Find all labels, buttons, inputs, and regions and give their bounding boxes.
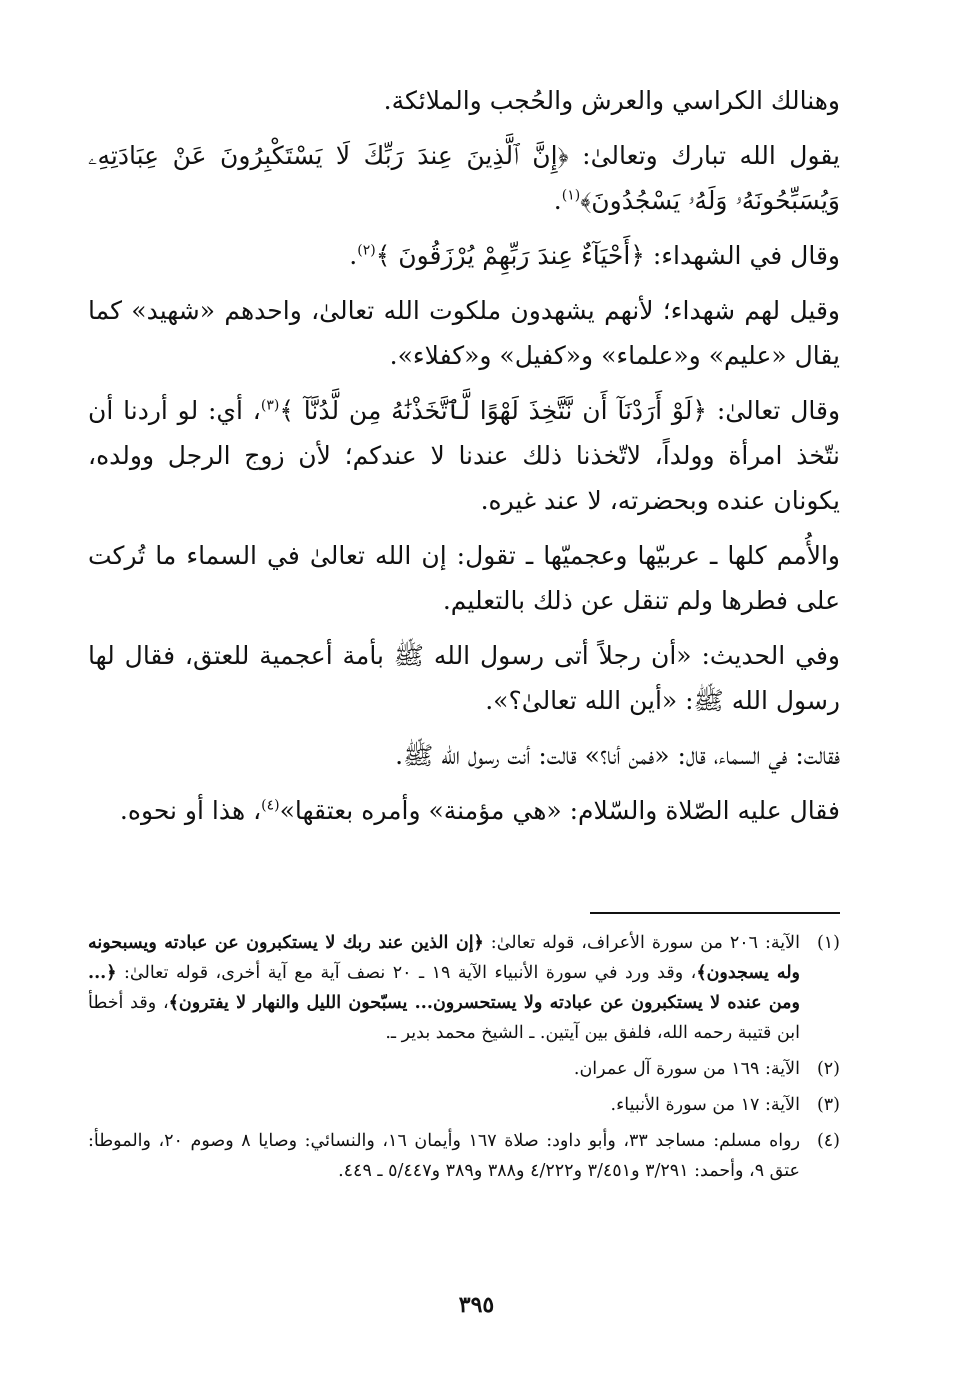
footnote-3 <box>88 1090 840 1120</box>
footnote-text-part: ، وقد أخطأ ابن قتيبة رحمه الله، فلفق بين آيتين. ـ الشيخ محمد بدير ـ. <box>88 993 800 1043</box>
footnotes <box>88 928 840 1192</box>
paragraph-text: وفي الحديث: «أن رجلاً أتى رسول الله ﷺ بأمة أعجمية للعتق، فقال لها رسول الله ﷺ: «أين الله تعالىٰ؟». <box>88 641 840 715</box>
paragraph-text: والأُمم كلها ـ عربيّها وعجميّها ـ تقول: إن الله تعالىٰ في السماء ما تُركت على فطرها ولم تنقل عن ذلك بالتعليم. <box>88 541 840 615</box>
footnote-ref: (١) <box>561 187 581 204</box>
page-number: ٣٩٥ <box>458 1292 495 1318</box>
paragraph-text: ، أي: لو أردنا أن نتّخذ امرأة وولداً، لاتّخذنا ذلك عندنا لا عندكم؛ لأن زوج الرجل وولده، يكونان عنده وبحضرته، لا عند غيره. <box>88 396 840 515</box>
paragraph-3 <box>88 233 840 278</box>
paragraph-text: يقول الله تبارك وتعالىٰ: <box>568 141 840 170</box>
footnote-ref: (٣) <box>260 397 280 414</box>
footnote-4 <box>88 1126 840 1186</box>
paragraph-5 <box>88 388 840 523</box>
paragraph-4 <box>88 288 840 378</box>
footnote-ref: (٤) <box>261 797 280 814</box>
footnote-ref: (٢) <box>357 242 376 259</box>
footnote-number: (٢) <box>816 1059 840 1079</box>
paragraph-text: وقال في الشهداء: <box>644 241 840 270</box>
paragraph-text: وهنالك الكراسي والعرش والحُجب والملائكة. <box>383 86 840 115</box>
paragraph-7 <box>88 633 840 723</box>
footnote-number: (١) <box>816 933 840 953</box>
footnote-text: الآية: ١٦٩ من سورة آل عمران. <box>573 1059 800 1079</box>
quran-verse: ﴿إِنَّ ٱلَّذِينَ عِندَ رَبِّكَ لَا يَسْتَكْبِرُونَ عَنْ عِبَادَتِهِۦ وَيُسَبِّحُونَهُۥ وَلَهُۥ يَسْجُدُونَ﴾ <box>88 141 840 215</box>
paragraph-text: وقيل لهم شهداء؛ لأنهم يشهدون ملكوت الله تعالىٰ، واحدهم «شهيد» كما يقال «عليم» و«علماء» و«كفيل» و«كفلاء». <box>88 296 840 370</box>
paragraph-text: وقال تعالىٰ: <box>707 396 841 425</box>
footnote-text: رواه مسلم: مساجد ٣٣، وأبو داود: صلاة ١٦٧ وأيمان ١٦، والنسائي: وصايا ٨ وصوم ٢٠، والموطأ: عتق ٩، وأحمد: ٣/٢٩١ و٣/٤٥١ و٤/٢٢٢ و٣٨٨ و٣٨٩ و٥/٤٤٧ ـ ٤٤٩. <box>88 1131 801 1181</box>
footnote-number: (٤) <box>816 1131 840 1151</box>
quran-verse: ﴿لَوْ أَرَدْنَآ أَن نَّتَّخِذَ لَهْوًا لَّٱتَّخَذْنَٰهُ مِن لَّدُنَّآ ﴾ <box>279 396 708 425</box>
footnote-text-part: ، وقد ورد في سورة الأنبياء الآية ١٩ ـ ٢٠ نصف آية مع آية أخرى، قوله تعالىٰ: <box>116 963 697 983</box>
footnote-verse: ﴿... ومن عنده لا يستكبرون عن عبادته ولا يستحسرون... يسبّحون الليل والنهار لا يفترون﴾ <box>88 963 800 1013</box>
footnote-verse: ﴿إن الذين عند ربك لا يستكبرون عن عبادته ويسبحونه وله يسجدون﴾ <box>88 933 801 983</box>
paragraph-1 <box>88 78 840 123</box>
main-text <box>88 78 840 843</box>
footnote-1 <box>88 928 840 1048</box>
paragraph-text: ، هذا أو نحوه. <box>119 796 262 825</box>
footnote-text: الآية: ١٧ من سورة الأنبياء. <box>610 1095 800 1115</box>
paragraph-2 <box>88 133 840 223</box>
footnote-separator <box>590 912 840 914</box>
footnote-2 <box>88 1054 840 1084</box>
paragraph-8 <box>88 733 840 778</box>
paragraph-text: فقالت: في السماء، قال: «فمن أنا؟» قالت: أنت رسول الله ﷺ. <box>395 741 840 770</box>
footnote-text-part: الآية: ٢٠٦ من سورة الأعراف، قوله تعالىٰ: <box>483 933 800 953</box>
paragraph-text: . <box>349 241 358 270</box>
paragraph-text: . <box>553 186 562 215</box>
paragraph-text: فقال عليه الصّلاة والسّلام: «هي مؤمنة» وأمره بعتقها» <box>279 796 840 825</box>
paragraph-9 <box>88 788 840 833</box>
quran-verse: ﴿أَحْيَآءٌ عِندَ رَبِّهِمْ يُرْزَقُونَ ﴾ <box>375 241 645 270</box>
footnote-number: (٣) <box>816 1095 840 1115</box>
footnote-text <box>88 928 800 1048</box>
paragraph-6 <box>88 533 840 623</box>
